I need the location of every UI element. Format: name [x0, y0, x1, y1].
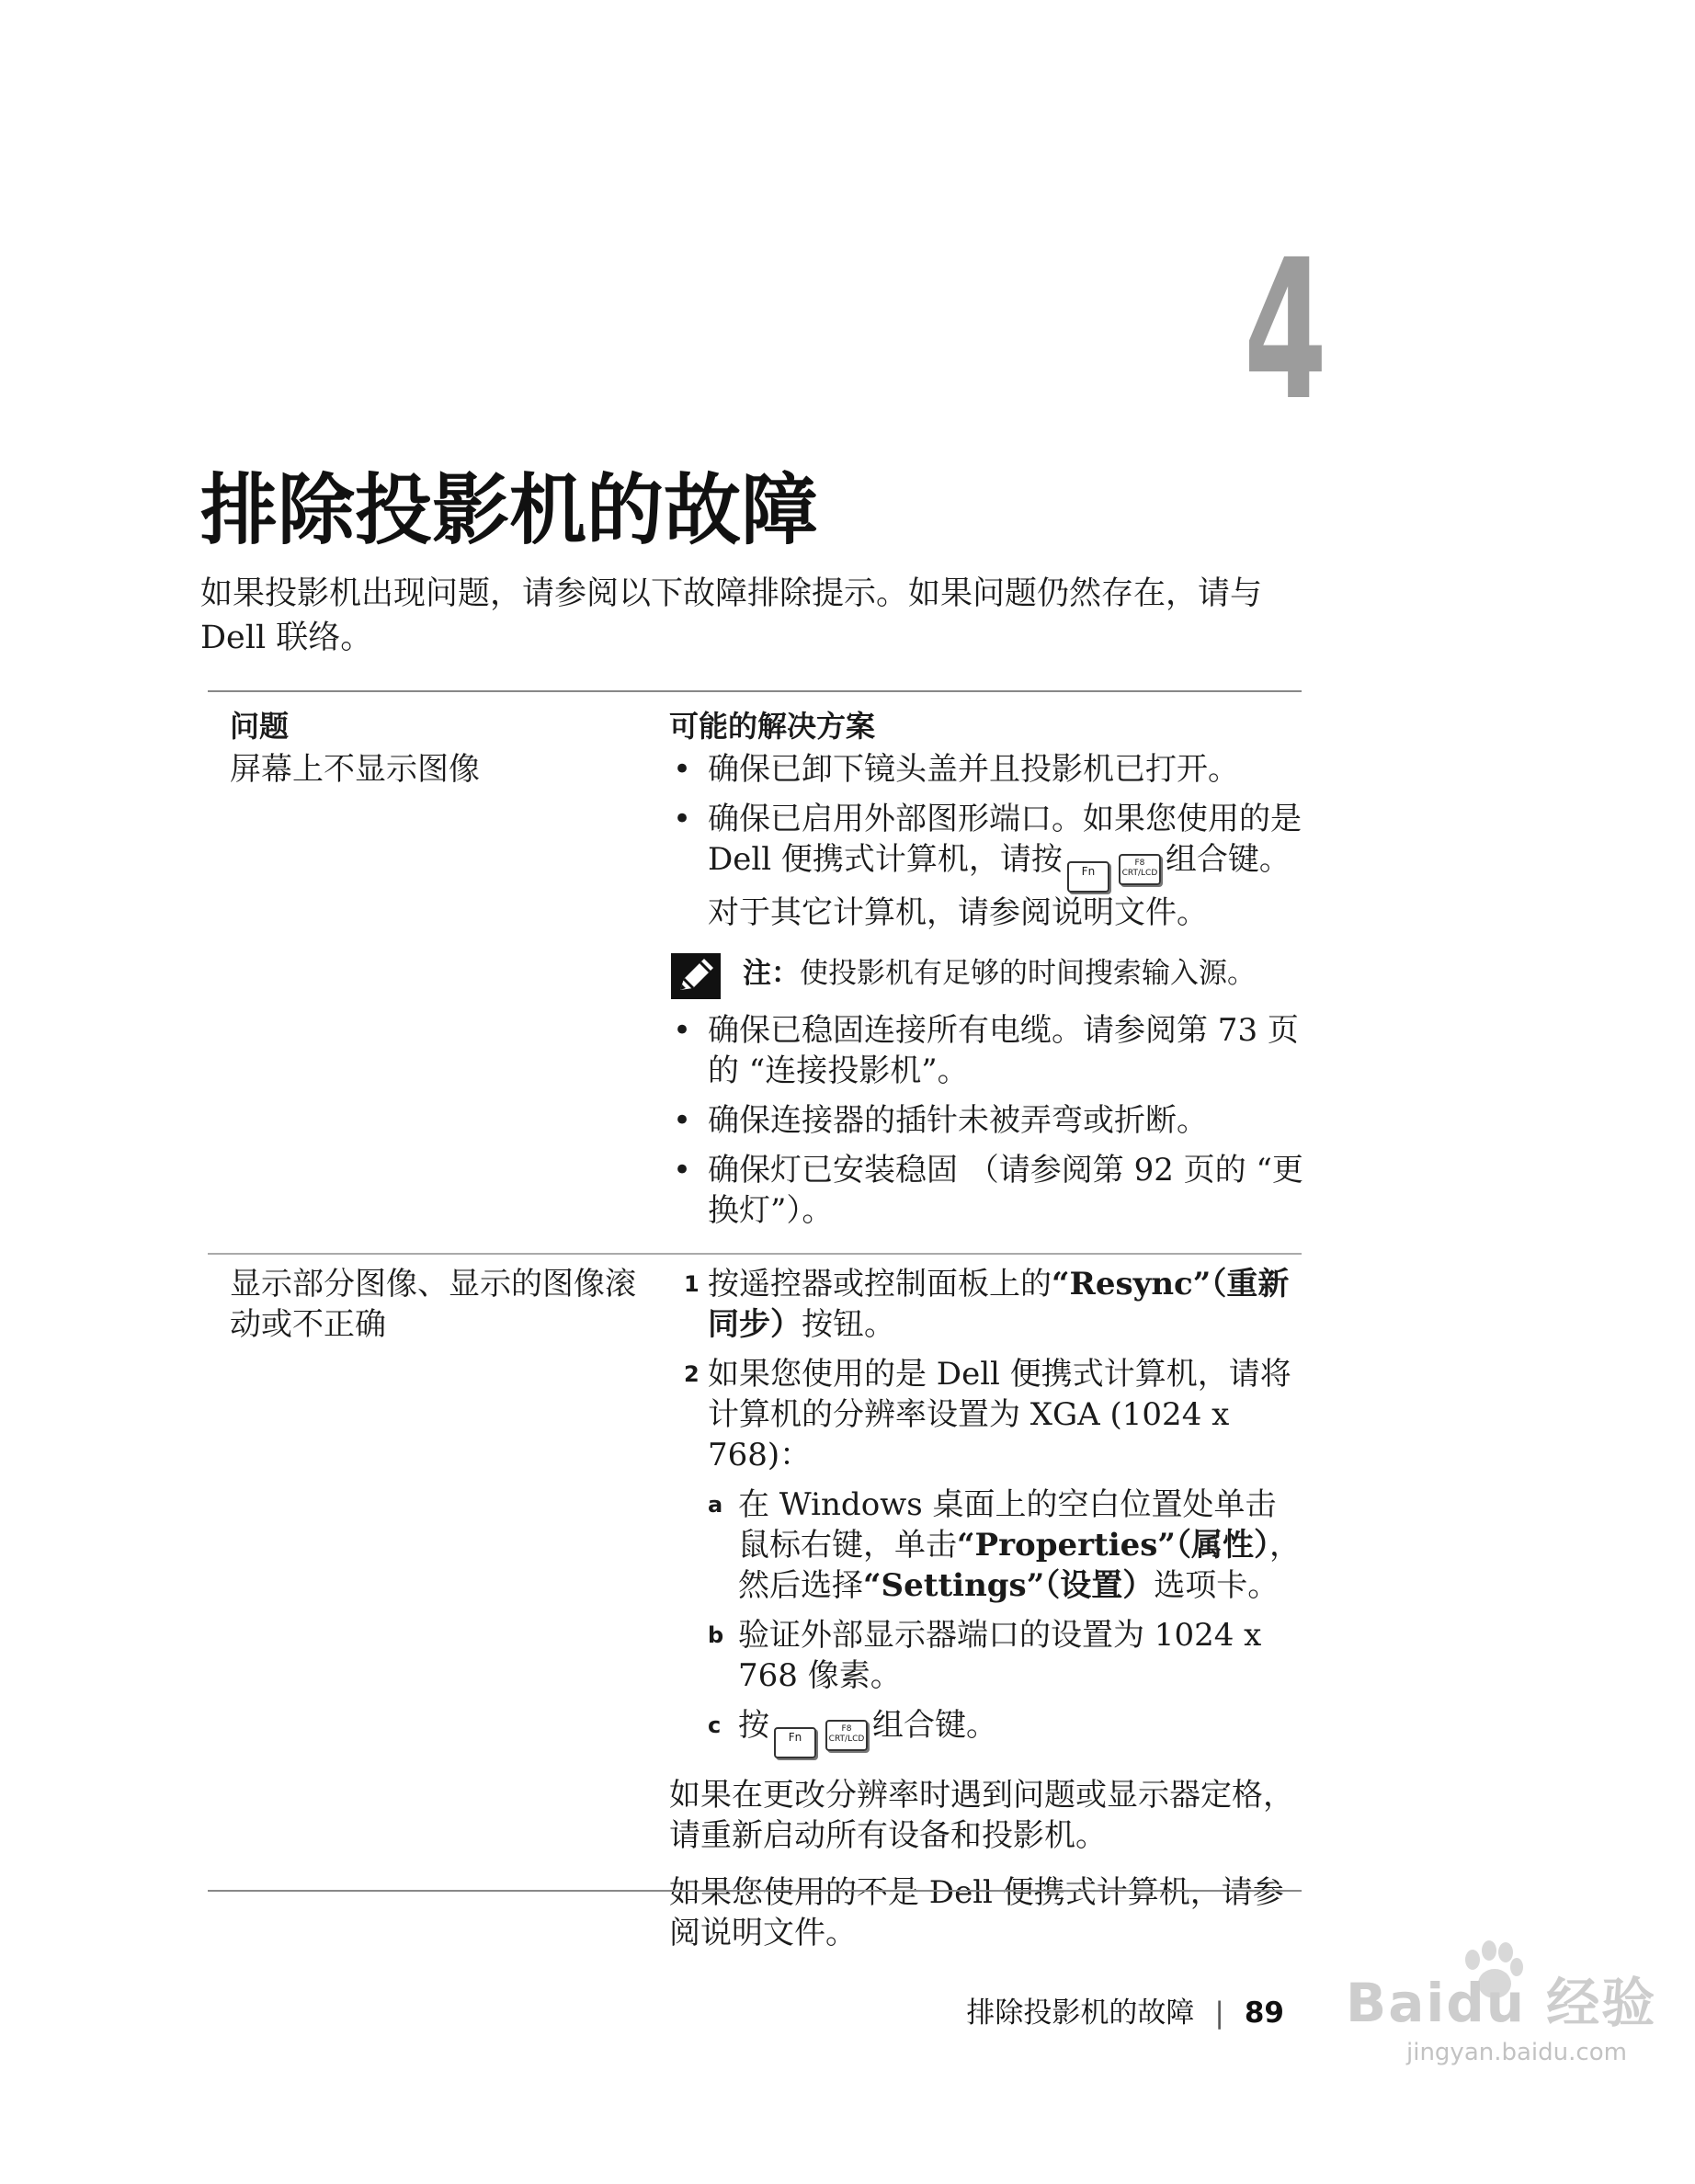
list-item: • 确保灯已安装稳固 （请参阅第 92 页的 “更换灯”）。	[673, 1152, 1303, 1229]
intro-paragraph: 如果投影机出现问题，请参阅以下故障排除提示。如果问题仍然存在，请与 Dell 联络。	[200, 575, 1263, 656]
f8-crt-lcd-key-icon: F8 CRT/LCD	[1119, 854, 1161, 885]
note-box	[669, 953, 1303, 994]
fn-key-icon: Fn	[774, 1727, 816, 1758]
watermark-brand: Baidu 经验	[1346, 1972, 1657, 2034]
list-item: • 确保已卸下镜头盖并且投影机已打开。	[673, 751, 1239, 788]
chapter-number: 4	[1244, 218, 1327, 443]
substep-a: a 在 Windows 桌面上的空白位置处单击鼠标右键，单击“Properties”（属性），然后选择“Settings”（设置）选项卡。	[708, 1486, 1301, 1604]
fn-key-icon: Fn	[1067, 861, 1109, 893]
f8-crt-lcd-key-icon: F8 CRT/LCD	[825, 1720, 868, 1751]
page-footer	[966, 1995, 1284, 2031]
substep-c: c 按 FnF8 CRT/LCD 组合键。	[669, 1705, 1303, 1758]
substep-label: b	[708, 1622, 724, 1648]
page-number: 89	[1244, 1996, 1284, 2030]
problem-partial-image: 显示部分图像、显示的图像滚动或不正确	[230, 1266, 636, 1343]
solutions-no-image	[669, 749, 1303, 1240]
list-item: • 确保连接器的插针未被弄弯或折断。	[673, 1102, 1208, 1139]
solutions-partial-image	[669, 1264, 1303, 1953]
list-item: • 确保已稳固连接所有电缆。请参阅第 73 页的 “连接投影机”。	[673, 1012, 1299, 1089]
table-top-rule	[208, 690, 1302, 692]
bullet-icon: •	[673, 1152, 692, 1189]
page-title: 排除投影机的故障	[200, 465, 819, 555]
table-bottom-rule	[208, 1890, 1302, 1892]
column-header-problem: 问题	[230, 709, 290, 744]
watermark-url: jingyan.baidu.com	[1406, 2039, 1627, 2066]
note-pencil-icon	[671, 953, 721, 999]
column-header-solution: 可能的解决方案	[669, 709, 876, 744]
step-number: 1	[684, 1271, 700, 1297]
bullet-icon: •	[673, 1012, 692, 1049]
resolution-note: 如果在更改分辨率时遇到问题或显示器定格，请重新启动所有设备和投影机。	[669, 1777, 1294, 1854]
substep-label: a	[708, 1492, 723, 1518]
table-row-rule	[208, 1253, 1302, 1255]
bullet-icon: •	[673, 751, 692, 788]
list-item: • 确保已启用外部图形端口。如果您使用的是 Dell 便携式计算机，请按 FnF8 CRT/LCD 组合键。对于其它计算机，请参阅说明文件。	[673, 801, 1302, 931]
footer-separator: |	[1214, 1996, 1224, 2030]
problem-no-image: 屏幕上不显示图像	[230, 751, 480, 788]
substep-label: c	[708, 1712, 722, 1738]
step-2: 2 如果您使用的是 Dell 便携式计算机，请将计算机的分辨率设置为 XGA (1024 x 768)：	[684, 1356, 1291, 1473]
footer-title: 排除投影机的故障	[966, 1996, 1195, 2030]
step-1: 1 按遥控器或控制面板上的“Resync”（重新同步）按钮。	[684, 1266, 1290, 1343]
bullet-icon: •	[673, 801, 692, 837]
bullet-icon: •	[673, 1102, 692, 1139]
note-label: 注：	[743, 957, 800, 990]
step-number: 2	[684, 1361, 700, 1387]
note-text: 使投影机有足够的时间搜索输入源。	[800, 957, 1256, 990]
non-dell-note: 如果您使用的不是 Dell 便携式计算机，请参阅说明文件。	[669, 1874, 1284, 1951]
substep-b: b 验证外部显示器端口的设置为 1024 x 768 像素。	[708, 1617, 1262, 1694]
